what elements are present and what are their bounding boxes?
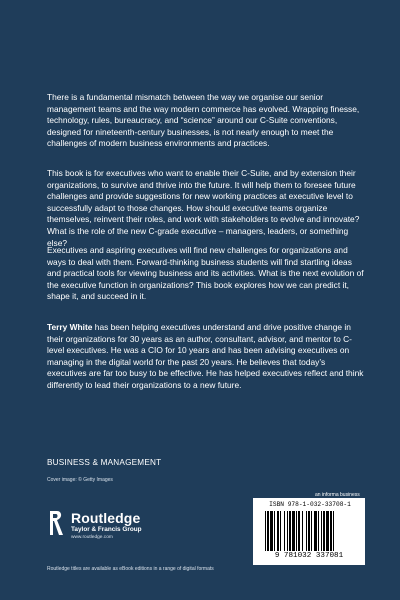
blurb-paragraph-3: Executives and aspiring executives will find new challenges for organizations and ways to deal with them. Forward-thinking business students will find startling ideas and practical tools for viewing business and its activities. What is the next evolution of the executive function in organizations? This book explores how we can predict it, shape it, and succeed in it. <box>47 245 364 302</box>
barcode-stripe <box>274 511 275 551</box>
barcode-stripe <box>306 511 307 551</box>
blurb-paragraph-2: This book is for executives who want to enable their C-Suite, and by extension their organizations, to survive and thrive into the future. It will help them to foresee future challenges and provide suggestions for new working practices at executive level to successfully adapt to those changes. How should executive teams organize themselves, reinvent their roles, and work with stakeholders to evolve and innovate? What is the role of the new C-grade executive – managers, leaders, or something else? <box>47 168 360 248</box>
barcode-stripe <box>265 511 266 551</box>
barcode-digits: 9 781032 337081 <box>274 552 344 560</box>
barcode-stripe <box>296 511 297 551</box>
barcode-bars <box>265 511 359 551</box>
publisher-url: www.routledge.com <box>71 535 113 540</box>
barcode-stripe <box>308 511 310 551</box>
barcode-stripe <box>289 511 291 551</box>
barcode-stripe <box>311 511 312 551</box>
author-name: Terry White <box>47 322 93 332</box>
author-bio-text: has been helping executives understand and drive positive change in their organizations for 30 years as an author, consultant, advisor, and mentor to C-level executives. He was a CIO for 10 years and has been advising executives on managing in the digital world for the past 20 years. He believes that today’s executives are far too busy to be effective. He has helped executives reflect and think differently to lead their organizations to a new future. <box>47 322 364 390</box>
blurb-paragraph-1: There is a fundamental mismatch between the way we organise our senior management teams and the way modern commerce has evolved. Wrapping finesse, technology, rules, bureaucracy, and “science” around our C-Suite conventions, designed for nineteenth-century businesses, is not nearly enough to meet the challenges of modern business environments and practices. <box>47 92 360 149</box>
subject-category: BUSINESS & MANAGEMENT <box>47 458 162 467</box>
footer-note: Routledge titles are available as eBook editions in a range of digital formats <box>47 566 214 572</box>
barcode-stripe <box>270 511 273 551</box>
barcode-stripe <box>323 511 325 551</box>
barcode-stripe <box>277 511 279 551</box>
barcode-stripe <box>330 511 332 551</box>
barcode-stripe <box>267 511 269 551</box>
parent-company: an informa business <box>315 492 360 498</box>
publisher-group: Taylor & Francis Group <box>71 526 142 533</box>
barcode-stripe <box>321 511 322 551</box>
publisher-logo <box>47 504 237 544</box>
isbn-label: ISBN 978-1-032-33708-1 <box>269 501 351 508</box>
barcode-stripe <box>298 511 300 551</box>
barcode-stripe <box>318 511 319 551</box>
barcode-stripe <box>333 511 334 551</box>
routledge-r-icon <box>47 509 65 537</box>
publisher-name: Routledge <box>71 510 141 526</box>
barcode <box>253 498 365 565</box>
author-bio <box>47 322 365 392</box>
barcode-stripe <box>326 511 329 551</box>
barcode-stripe <box>280 511 281 551</box>
barcode-stripe <box>314 511 317 551</box>
barcode-stripe <box>287 511 288 551</box>
cover-image-credit: Cover image: © Getty Images <box>47 477 113 483</box>
barcode-stripe <box>284 511 285 551</box>
barcode-stripe <box>302 511 303 551</box>
barcode-stripe <box>292 511 295 551</box>
